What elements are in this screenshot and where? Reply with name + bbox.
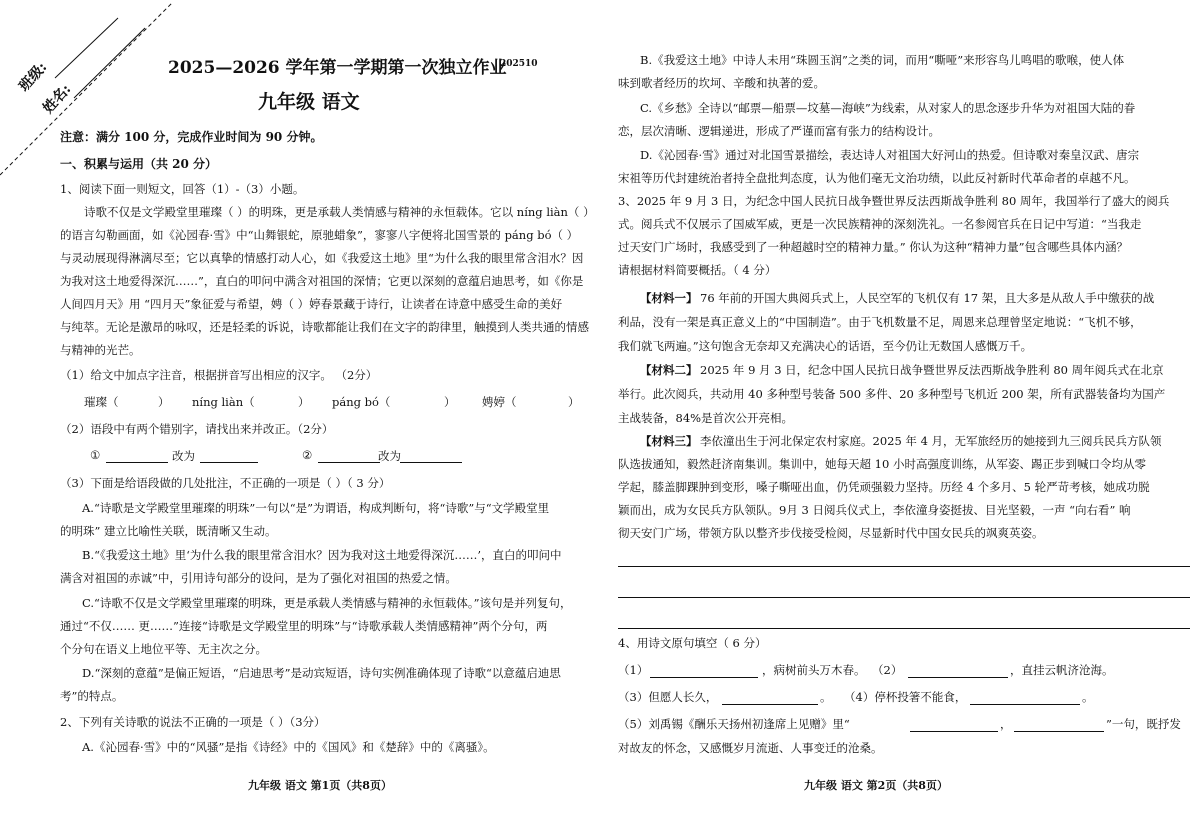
question-4-line-2 [618,689,1188,709]
material-line: 学起，膝盖脚踝肿到变形，嗓子嘶哑出血，仍凭顽强毅力坚持。历经 4 个多月、5 轮严苛考核，她成功脱 [618,480,1150,494]
subquestion-2: （2）语段中有两个错别字，请找出来并改正。（2分） [60,422,334,436]
passage-line: 与精神的光芒。 [60,343,141,357]
pinyin-item-label: 璀璨（ [84,395,119,409]
question-3-line: 式。阅兵式不仅展示了国威军威，更是一次民族精神的深刻洗礼。一名参阅官兵在日记中写道：“当我走 [618,217,1142,231]
correction-num: ① [90,448,101,462]
pinyin-item-close: ） [568,395,580,409]
fill-text: （5）刘禹锡《酬乐天扬州初逢席上见赠》里“ [618,717,850,731]
fill-text: （4）停杯投箸不能食， [844,690,967,704]
fill-label: （1） [618,663,649,677]
subquestion-1: （1）给文中加点字注音，根据拼音写出相应的汉字。 （2分） [60,368,378,382]
answer-blank[interactable] [908,665,1008,678]
option-line: 满含对祖国的赤诚”中，引用诗句部分的设问，是为了强化对祖国的热爱之情。 [60,571,457,585]
material-line: 举行。此次阅兵，共动用 40 多种型号装备 500 多件、20 多种型号飞机近 200 架，所有武器装备均为国产 [618,387,1166,401]
page-2-footer: 九年级 语文 第2页（共8页） [804,779,948,792]
material-1-label: 【材料一】 [640,291,698,305]
passage-line: 诗歌不仅是文学殿堂里璀璨（ ）的明珠，更是承载人类情感与精神的永恒载体。它以 níng liàn（ ） [84,205,595,219]
material-line: 我们就飞两遍。”这句饱含无奈却又充满决心的话语，至今仍让无数国人感慨万千。 [618,339,1033,353]
question-2-option-a: A.《沁园春·雪》中的“风骚”是指《诗经》中的《国风》和《楚辞》中的《离骚》。 [82,740,495,754]
material-line: 队选拔通知，毅然赶济南集训。集训中，她每天超 10 小时高强度训练，从军姿、踢正步到喊口令均从零 [618,457,1146,471]
exam-subtitle: 九年级 语文 [258,91,360,113]
question-2: 2、下列有关诗歌的说法不正确的一项是（ ）（3分） [60,715,326,729]
material-3-label: 【材料三】 [640,434,698,448]
name-blank-line [74,28,145,98]
correction-to: 改为 [378,449,401,463]
correction-num: ② [302,448,313,462]
class-blank-line [55,18,118,78]
passage-line: 的语言勾勒画面，如《沁园春·雪》中“山舞银蛇，原驰蜡象”，寥寥八字便将北国雪景的 páng bó（ ） [60,228,579,242]
fill-text: ， [1000,717,1012,731]
answer-line[interactable] [618,628,1190,629]
option-line: 恋，层次清晰、逻辑递进，形成了严谨而富有张力的结构设计。 [618,124,940,138]
pinyin-item-label: páng bó（ [332,395,391,409]
option-line: D.“深刻的意蕴”是偏正短语，“启迪思考”是动宾短语，诗句实例准确体现了诗歌“以意蕴启迪思 [82,666,561,680]
passage-line: 与纯萃。无论是激昂的咏叹，还是轻柔的诉说，诗歌都能让我们在文字的韵律里，触摸到人类共通的情感 [60,320,589,334]
page-1-footer: 九年级 语文 第1页（共8页） [248,779,392,792]
answer-blank[interactable] [722,692,818,705]
question-4-line-4: 对故友的怀念，又感慨岁月流逝、人事变迁的沧桑。 [618,741,883,755]
option-line: C.“诗歌不仅是文学殿堂里璀璨的明珠，更是承载人类情感与精神的永恒载体。”该句是并列复句， [82,596,572,610]
fill-text: 。 [1082,690,1094,704]
option-line: 个分句在语义上地位平等、无主次之分。 [60,642,267,656]
answer-blank[interactable] [106,450,168,463]
pinyin-item-close: ） [158,395,170,409]
pinyin-item-label: 娉婷（ [482,395,517,409]
pinyin-item-label: níng liàn（ [192,395,255,409]
material-line: 颖而出，成为女民兵方队领队。9月 3 日阅兵仪式上，李依潼身姿挺拔、目光坚毅，一声 “向右看” 响 [618,503,1131,517]
option-line: C.《乡愁》全诗以“邮票—船票—坟墓—海峡”为线索，从对家人的思念逐步升华为对祖国大陆的眷 [640,101,1136,115]
correction-row [90,448,510,468]
question-3-line: 请根据材料简要概括。（ 4 分） [618,263,777,277]
answer-line[interactable] [618,597,1190,598]
subquestion-3: （3）下面是给语段做的几处批注，不正确的一项是（ ）（ 3 分） [60,476,391,490]
option-line: 味到歌者经历的坎坷、辛酸和执著的爱。 [618,76,825,90]
pinyin-item-close: ） [298,395,310,409]
answer-blank[interactable] [650,665,758,678]
section-1-heading: 一、积累与运用（共 20 分） [60,157,218,171]
notice: 注意：满分 100 分，完成作业时间为 90 分钟。 [60,130,323,144]
question-3-line: 3、2025 年 9 月 3 日，为纪念中国人民抗日战争暨世界反法西斯战争胜利 80 周年，我国举行了盛大的阅兵 [618,194,1170,208]
option-line: D.《沁园春·雪》通过对北国雪景描绘，表达诗人对祖国大好河山的热爱。但诗歌对秦皇汉武、唐宗 [640,148,1140,162]
answer-blank[interactable] [910,719,998,732]
correction-to: 改为 [172,449,195,463]
answer-blank[interactable] [318,450,380,463]
fill-text: ，病树前头万木春。 [762,663,866,677]
material-2-label: 【材料二】 [640,363,698,377]
name-label: 姓名: [40,81,75,117]
exam-page-2 [600,0,1200,831]
exam-code: 202510 [500,59,538,69]
option-line: 的明珠” 建立比喻性关联，既清晰又生动。 [60,524,277,538]
question-3-line: 过天安门广场时，我感受到了一种超越时空的精神力量。” 你认为这种“精神力量”包含哪些具体内涵？ [618,240,1129,254]
pinyin-row [80,394,590,414]
exam-title: 2025—2026 学年第一学期第一次独立作业 [168,58,507,78]
fill-label: （2） [872,663,903,677]
pinyin-item-close: ） [444,395,456,409]
fill-text: 。 [820,690,832,704]
option-line: 考”的特点。 [60,689,124,703]
material-line: 李依潼出生于河北保定农村家庭。2025 年 4 月，无军旅经历的她接到九三阅兵民兵方队领 [700,434,1162,448]
option-line: 通过“不仅…… 更……”连接“诗歌是文学殿堂里的明珠”与“诗歌承载人类情感精神”两个分句，两 [60,619,548,633]
option-line: A.“诗歌是文学殿堂里璀璨的明珠”一句以“是”为谓语，构成判断句，将“诗歌”与“文学殿堂里 [82,501,550,515]
question-4: 4、用诗文原句填空（ 6 分） [618,636,767,650]
option-line: 宋祖等历代封建统治者持全盘批判态度，认为他们毫无文治功绩，以此反衬新时代革命者的卓越不凡。 [618,171,1136,185]
passage-line: 为我对这土地爱得深沉……”，直白的叩问中满含对祖国的深情；它更以深刻的意蕴启迪思考，如《你是 [60,274,584,288]
answer-blank[interactable] [400,450,462,463]
answer-blank[interactable] [200,450,258,463]
q1-intro: 1、阅读下面一则短文，回答（1）-（3）小题。 [60,182,305,196]
class-label: 班级: [16,59,51,95]
answer-blank[interactable] [1014,719,1104,732]
material-line: 彻天安门广场，带领方队以整齐步伐接受检阅，尽显新时代中国女民兵的飒爽英姿。 [618,526,1044,540]
material-line: 利品，没有一架是真正意义上的“中国制造”。由于飞机数量不足，周恩来总理曾坚定地说：“飞机不够， [618,315,1142,329]
passage-line: 与灵动展现得淋漓尽至；它以真挚的情感打动人心，如《我爱这土地》里“为什么我的眼里常含泪水？因 [60,251,584,265]
answer-line[interactable] [618,566,1190,567]
material-line: 主战装备，84%是首次公开亮相。 [618,411,794,425]
material-line: 76 年前的开国大典阅兵式上，人民空军的飞机仅有 17 架，且大多是从敌人手中缴获的战 [700,291,1155,305]
passage-line: 人间四月天》用 “四月天”象征爱与希望，娉（ ）婷春景藏于诗行，让读者在诗意中感受生命的美好 [60,297,563,311]
fill-text: （3）但愿人长久， [618,690,718,704]
fill-text: ”一句，既抒发 [1106,717,1181,731]
question-4-line-3 [618,716,1188,736]
option-line: B.《我爱这土地》中诗人未用“珠圆玉润”之类的词，而用“嘶哑”来形容鸟儿鸣唱的歌喉，使人体 [640,53,1125,67]
material-line: 2025 年 9 月 3 日，纪念中国人民抗日战争暨世界反法西斯战争胜利 80 周年阅兵式在北京 [700,363,1164,377]
option-line: B.“《我爱这土地》里‘为什么我的眼里常含泪水？因为我对这土地爱得深沉……’，直白的叩问中 [82,548,562,562]
question-4-line-1 [618,662,1188,682]
answer-blank[interactable] [970,692,1080,705]
fill-text: ，直挂云帆济沧海。 [1010,663,1114,677]
